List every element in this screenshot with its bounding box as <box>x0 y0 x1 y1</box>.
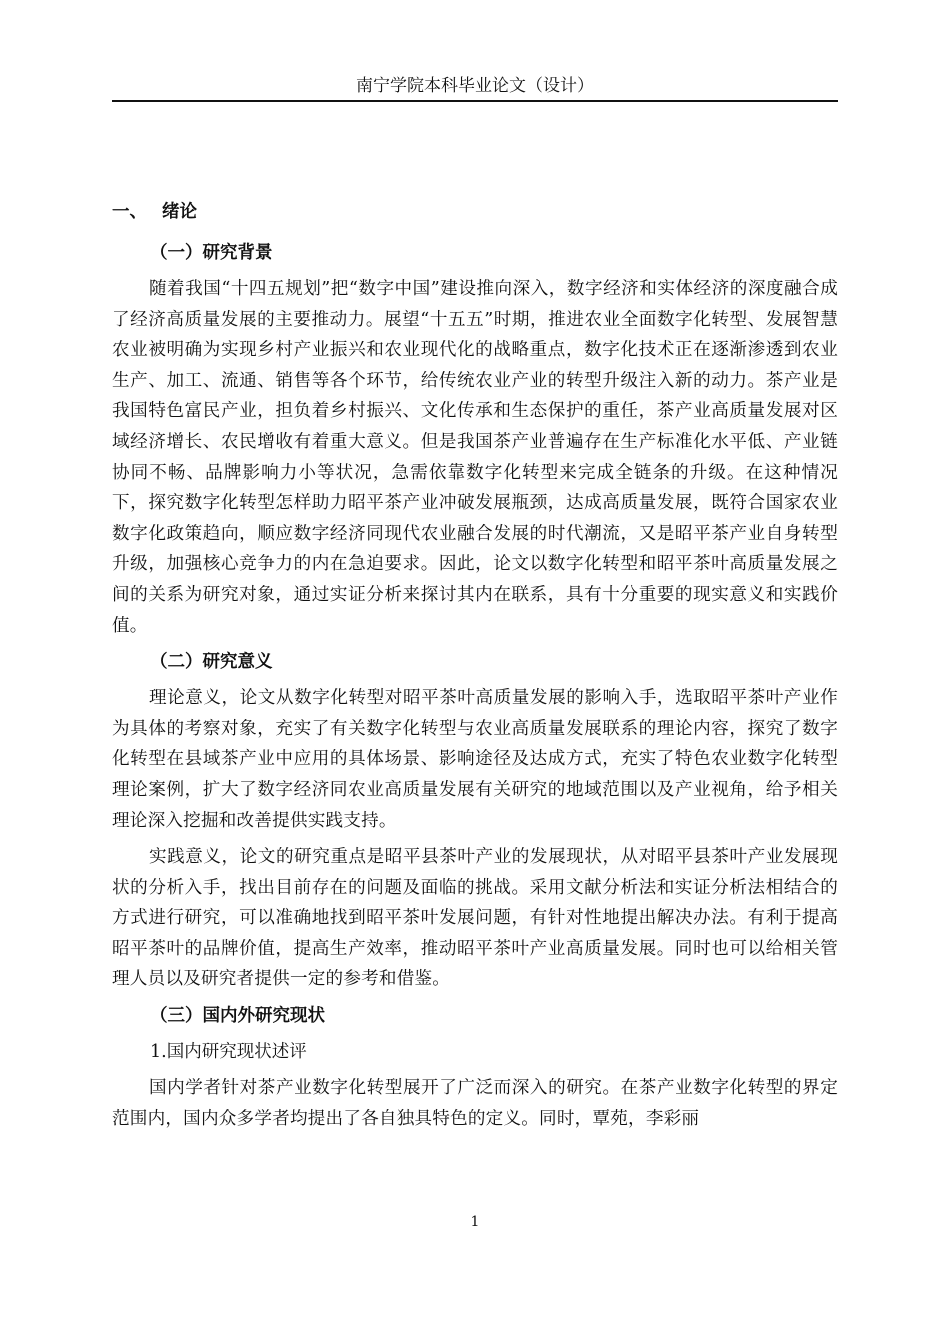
background-paragraph: 随着我国“十四五规划”把“数字中国”建设推向深入，数字经济和实体经济的深度融合成了经济高质量发展的主要推动力。展望“十五五”时期，推进农业全面数字化转型、发展智慧农业被明确为实现乡村产业振兴和农业现代化的战略重点，数字化技术正在逐渐渗透到农业生产、加工、流通、销售等各个环节，给传统农业产业的转型升级注入新的动力。茶产业是我国特色富民产业，担负着乡村振兴、文化传承和生态保护的重任，茶产业高质量发展对区域经济增长、农民增收有着重大意义。但是我国茶产业普遍存在生产标准化水平低、产业链协同不畅、品牌影响力小等状况，急需依靠数字化转型来完成全链条的升级。在这种情况下，探究数字化转型怎样助力昭平茶产业冲破发展瓶颈，达成高质量发展，既符合国家农业数字化政策趋向，顺应数字经济同现代农业融合发展的时代潮流，又是昭平茶产业自身转型升级，加强核心竞争力的内在急迫要求。因此，论文以数字化转型和昭平茶叶高质量发展之间的关系为研究对象，通过实证分析来探讨其内在联系，具有十分重要的现实意义和实践价值。 <box>112 279 838 636</box>
chapter-title: 绪论 <box>162 202 197 222</box>
section-heading-significance: （二）研究意义 <box>150 652 273 673</box>
page-number: 1 <box>470 1214 480 1230</box>
subsection-heading-domestic: 1.国内研究现状述评 <box>150 1042 307 1063</box>
significance-paragraph-theory: 理论意义，论文从数字化转型对昭平茶叶高质量发展的影响入手，选取昭平茶叶产业作为具体的考察对象，充实了有关数字化转型与农业高质量发展联系的理论内容，探究了数字化转型在县域茶产业中应用的具体场景、影响途径及达成方式，充实了特色农业数字化转型理论案例，扩大了数字经济同农业高质量发展有关研究的地域范围以及产业视角，给予相关理论深入挖掘和改善提供实践支持。 <box>112 688 838 831</box>
section-heading-background: （一）研究背景 <box>150 243 273 263</box>
page-header-title: 南宁学院本科毕业论文（设计） <box>356 76 594 96</box>
document-body <box>112 197 838 1140</box>
chapter-number: 一、 <box>112 202 147 222</box>
significance-paragraph-practice: 实践意义，论文的研究重点是昭平县茶叶产业的发展现状，从对昭平县茶叶产业发展现状的分析入手，找出目前存在的问题及面临的挑战。采用文献分析法和实证分析法相结合的方式进行研究，可以准确地找到昭平茶叶发展问题，有针对性地提出解决办法。有利于提高昭平茶叶的品牌价值，提高生产效率，推动昭平茶叶产业高质量发展。同时也可以给相关管理人员以及研究者提供一定的参考和借鉴。 <box>112 847 838 990</box>
section-heading-review: （三）国内外研究现状 <box>150 1006 325 1027</box>
header-divider <box>112 100 838 102</box>
review-paragraph: 国内学者针对茶产业数字化转型展开了广泛而深入的研究。在茶产业数字化转型的界定范围内，国内众多学者均提出了各自独具特色的定义。同时，覃苑，李彩丽 <box>112 1078 838 1129</box>
chapter-heading <box>112 197 838 227</box>
